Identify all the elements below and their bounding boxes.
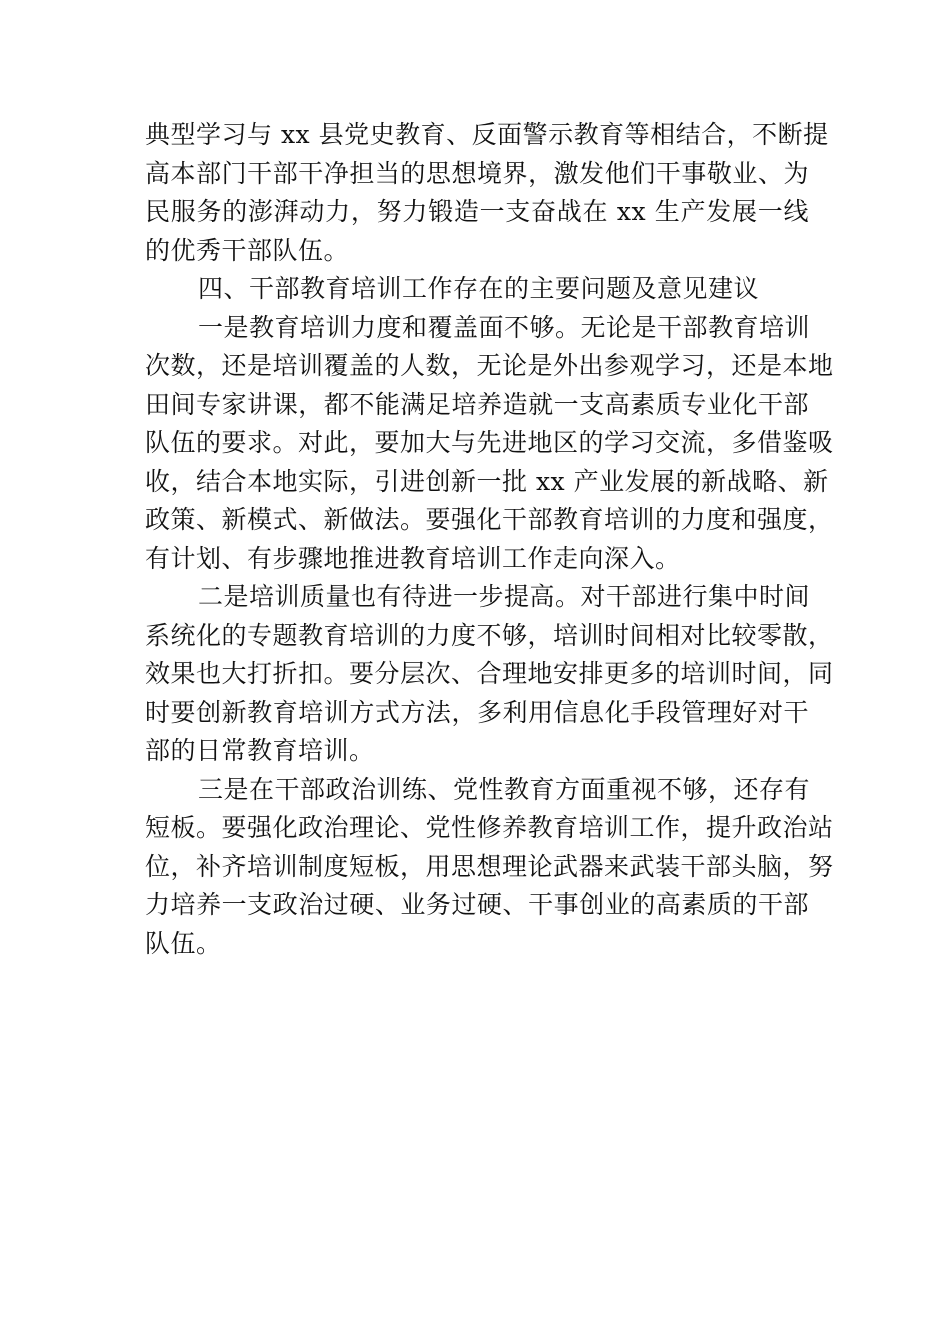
paragraph-line: 收，结合本地实际，引进创新一批 xx 产业发展的新战略、新 [145,466,829,496]
paragraph-line: 高本部门干部干净担当的思想境界，激发他们干事敬业、为 [145,158,809,188]
paragraph-issue-two [145,578,834,771]
paragraph-line: 系统化的专题教育培训的力度不够，培训时间相对比较零散， [145,620,834,650]
paragraph-line: 田间专家讲课，都不能满足培养造就一支高素质专业化干部 [145,389,809,419]
paragraph-line: 次数，还是培训覆盖的人数，无论是外出参观学习，还是本地 [145,351,834,380]
paragraph-issue-one [145,309,834,579]
paragraph-line: 有计划、有步骤地推进教育培训工作走向深入。 [145,543,681,573]
document-body [145,116,834,963]
section-heading-text: 四、干部教育培训工作存在的主要问题及意见建议 [198,274,760,303]
paragraph-line: 时要创新教育培训方式方法，多利用信息化手段管理好对干 [145,697,809,727]
paragraph-line: 效果也大打折扣。要分层次、合理地安排更多的培训时间，同 [145,659,834,688]
paragraph-line: 的优秀干部队伍。 [145,235,350,265]
paragraph-line: 民服务的澎湃动力，努力锻造一支奋战在 xx 生产发展一线 [145,197,809,226]
paragraph-line: 部的日常教育培训。 [145,736,375,765]
paragraph-issue-three [145,771,834,964]
paragraph-line: 位，补齐培训制度短板，用思想理论武器来武装干部头脑，努 [145,851,834,881]
paragraph-line: 力培养一支政治过硬、业务过硬、干事创业的高素质的干部 [145,890,809,919]
section-heading [145,270,809,309]
paragraph-line: 二是培训质量也有待进一步提高。对干部进行集中时间 [198,582,811,611]
paragraph-line: 三是在干部政治训练、党性教育方面重视不够，还存有 [198,774,811,804]
paragraph-line: 典型学习与 xx 县党史教育、反面警示教育等相结合，不断提 [145,120,829,149]
paragraph-line: 队伍。 [145,928,222,958]
paragraph-line: 队伍的要求。对此，要加大与先进地区的学习交流，多借鉴吸 [145,428,834,457]
paragraph-intro-continuation [145,116,829,270]
paragraph-line: 政策、新模式、新做法。要强化干部教育培训的力度和强度， [145,505,834,534]
paragraph-line: 短板。要强化政治理论、党性修养教育培训工作，提升政治站 [145,813,834,842]
paragraph-line: 一是教育培训力度和覆盖面不够。无论是干部教育培训 [198,312,811,342]
